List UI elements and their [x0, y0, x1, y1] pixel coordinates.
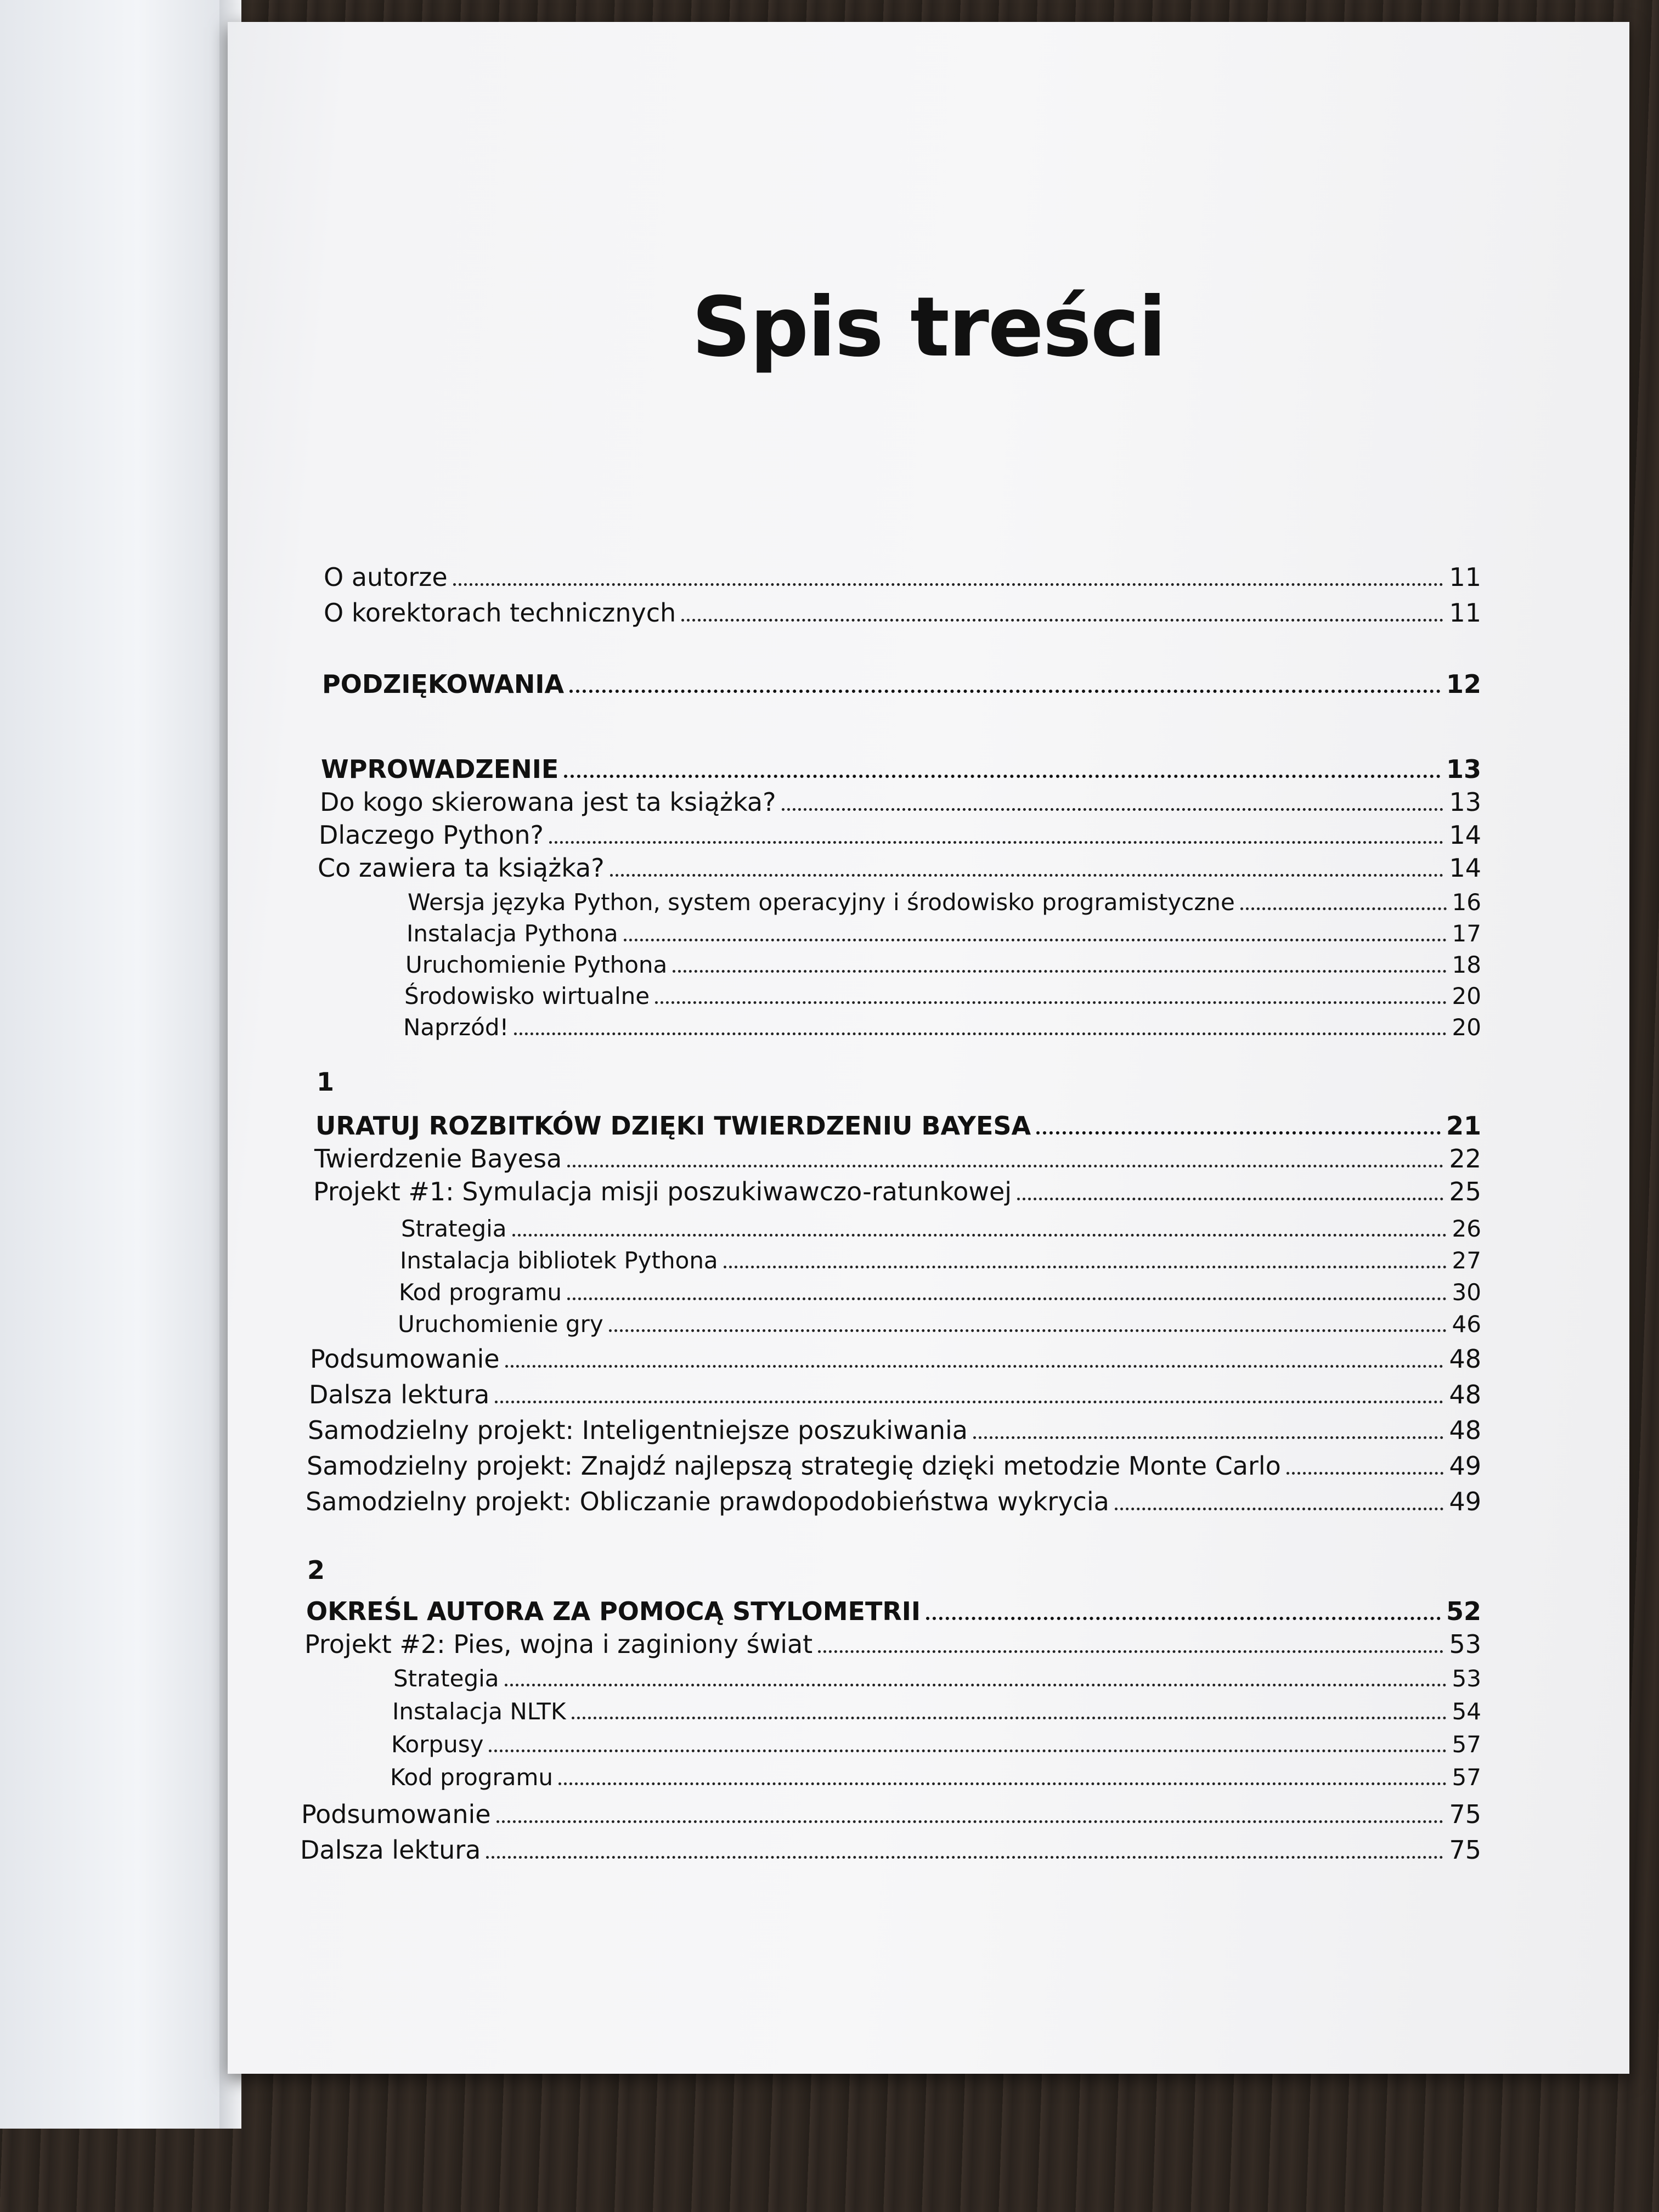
toc-subentry: Uruchomienie gry 46 — [398, 1311, 1481, 1338]
toc-section-heading: WPROWADZENIE 13 — [321, 754, 1481, 784]
toc-subentry: Instalacja NLTK 54 — [392, 1698, 1481, 1725]
toc-subentry: Wersja języka Python, system operacyjny i środowisko programistyczne 16 — [408, 889, 1481, 916]
page-title: Spis treści — [691, 280, 1166, 375]
table-of-contents — [228, 22, 1629, 2074]
toc-entry: Co zawiera ta książka? 14 — [318, 853, 1481, 883]
toc-entry: Dalsza lektura 75 — [300, 1835, 1481, 1865]
toc-entry: Samodzielny projekt: Znajdź najlepszą strategię dzięki metodzie Monte Carlo 49 — [307, 1451, 1481, 1481]
toc-entry: Projekt #1: Symulacja misji poszukiwawczo-ratunkowej 25 — [313, 1177, 1481, 1206]
toc-entry: Do kogo skierowana jest ta książka? 13 — [320, 787, 1481, 817]
toc-subentry: Uruchomienie Pythona 18 — [405, 951, 1481, 978]
toc-entry: Twierdzenie Bayesa 22 — [314, 1144, 1481, 1173]
toc-subentry: Środowisko wirtualne 20 — [404, 983, 1481, 1009]
toc-entry: Samodzielny projekt: Inteligentniejsze poszukiwania 48 — [308, 1415, 1481, 1445]
toc-subentry: Korpusy 57 — [391, 1731, 1481, 1758]
chapter-number: 2 — [307, 1555, 325, 1585]
toc-entry: Podsumowanie 48 — [310, 1344, 1481, 1374]
toc-entry: O autorze 11 — [324, 562, 1481, 592]
toc-entry: Samodzielny projekt: Obliczanie prawdopodobieństwa wykrycia 49 — [306, 1487, 1481, 1516]
toc-subentry: Strategia 53 — [393, 1665, 1481, 1692]
chapter-number: 1 — [317, 1067, 335, 1097]
toc-subentry: Naprzód! 20 — [403, 1014, 1481, 1041]
toc-entry: Projekt #2: Pies, wojna i zaginiony świat 53 — [304, 1629, 1481, 1659]
toc-chapter-heading: URATUJ ROZBITKÓW DZIĘKI TWIERDZENIU BAYESA 21 — [315, 1111, 1481, 1141]
toc-entry: O korektorach technicznych 11 — [324, 598, 1481, 628]
left-page — [0, 0, 230, 2129]
toc-subentry: Instalacja Pythona 17 — [407, 920, 1481, 947]
toc-subentry: Strategia 26 — [401, 1215, 1481, 1242]
toc-entry: Dlaczego Python? 14 — [319, 820, 1481, 850]
toc-entry: Dalsza lektura 48 — [309, 1380, 1481, 1409]
toc-subentry: Kod programu 57 — [390, 1764, 1481, 1791]
toc-page — [228, 22, 1629, 2074]
toc-chapter-heading: OKREŚL AUTORA ZA POMOCĄ STYLOMETRII 52 — [306, 1596, 1481, 1626]
toc-section-heading: PODZIĘKOWANIA 12 — [322, 669, 1481, 699]
toc-subentry: Kod programu 30 — [399, 1279, 1481, 1306]
toc-entry: Podsumowanie 75 — [301, 1799, 1481, 1829]
toc-subentry: Instalacja bibliotek Pythona 27 — [400, 1247, 1481, 1274]
